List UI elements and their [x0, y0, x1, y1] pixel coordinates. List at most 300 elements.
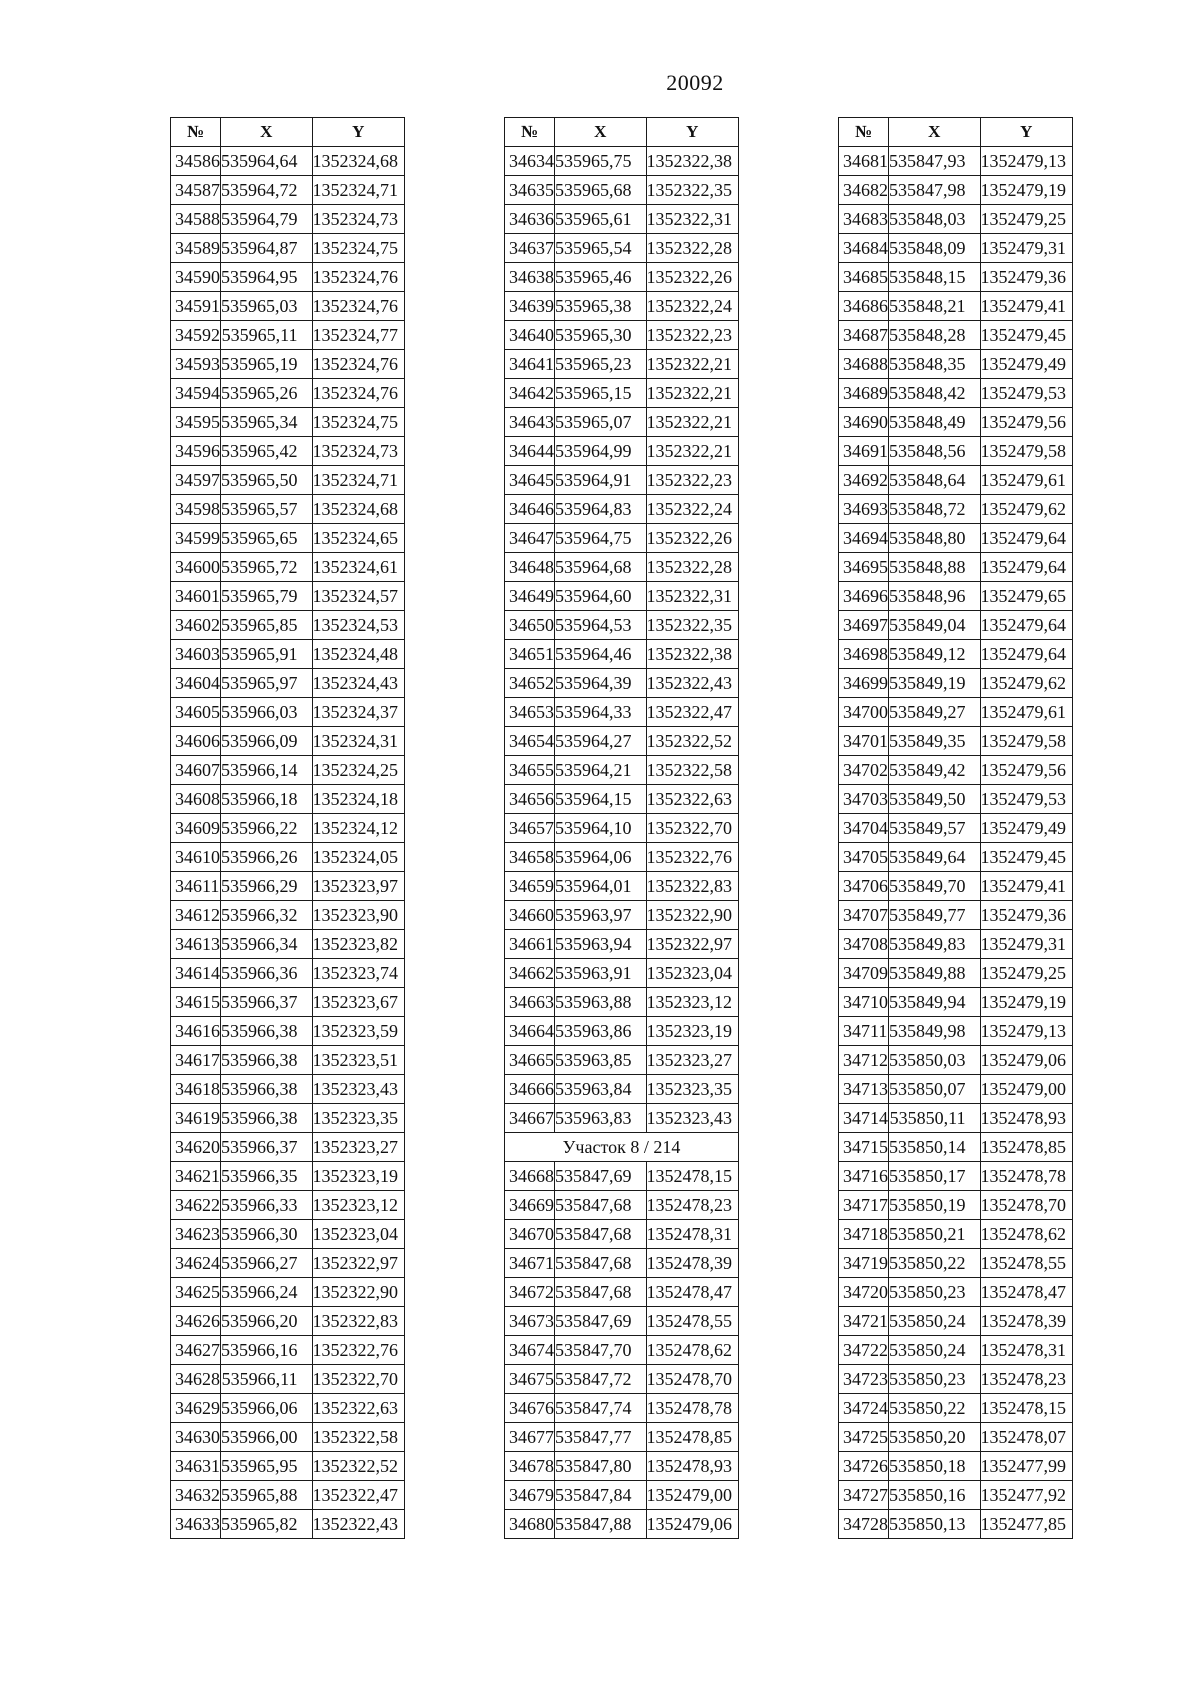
point-number: 34629: [171, 1394, 221, 1423]
x-coordinate: 535965,97: [221, 669, 313, 698]
x-coordinate: 535964,39: [555, 669, 647, 698]
point-number: 34645: [505, 466, 555, 495]
table-row: [505, 1307, 739, 1336]
x-coordinate: 535965,75: [555, 147, 647, 176]
x-coordinate: 535849,88: [889, 959, 981, 988]
table-row: [839, 408, 1073, 437]
point-number: 34726: [839, 1452, 889, 1481]
table-row: [505, 1278, 739, 1307]
point-number: 34724: [839, 1394, 889, 1423]
y-coordinate: 1352324,76: [312, 292, 405, 321]
x-coordinate: 535850,24: [889, 1307, 981, 1336]
table-row: [839, 1017, 1073, 1046]
table-row: [839, 611, 1073, 640]
table-row: [171, 872, 405, 901]
y-coordinate: 1352323,43: [312, 1075, 405, 1104]
x-coordinate: 535964,91: [555, 466, 647, 495]
table-row: [839, 1249, 1073, 1278]
y-coordinate: 1352322,63: [312, 1394, 405, 1423]
table-row: [171, 1481, 405, 1510]
table-row: [839, 872, 1073, 901]
x-coordinate: 535850,07: [889, 1075, 981, 1104]
point-number: 34701: [839, 727, 889, 756]
x-coordinate: 535965,61: [555, 205, 647, 234]
x-coordinate: 535964,79: [221, 205, 313, 234]
x-coordinate: 535850,11: [889, 1104, 981, 1133]
table-row: [505, 1423, 739, 1452]
point-number: 34675: [505, 1365, 555, 1394]
x-coordinate: 535847,98: [889, 176, 981, 205]
y-coordinate: 1352478,55: [980, 1249, 1073, 1278]
x-coordinate: 535965,82: [221, 1510, 313, 1539]
coords-table-1: [170, 117, 405, 1539]
x-coordinate: 535847,80: [555, 1452, 647, 1481]
point-number: 34603: [171, 640, 221, 669]
table-row: [505, 408, 739, 437]
x-coordinate: 535963,91: [555, 959, 647, 988]
x-coordinate: 535965,68: [555, 176, 647, 205]
x-coordinate: 535847,69: [555, 1162, 647, 1191]
point-number: 34720: [839, 1278, 889, 1307]
point-number: 34658: [505, 843, 555, 872]
coords-table-3: [838, 117, 1073, 1539]
point-number: 34613: [171, 930, 221, 959]
table-row: [171, 1191, 405, 1220]
y-coordinate: 1352479,13: [980, 147, 1073, 176]
x-coordinate: 535965,23: [555, 350, 647, 379]
table-row: [171, 1133, 405, 1162]
point-number: 34602: [171, 611, 221, 640]
y-coordinate: 1352322,28: [646, 553, 739, 582]
y-coordinate: 1352322,43: [646, 669, 739, 698]
table-row: [505, 379, 739, 408]
y-coordinate: 1352479,41: [980, 872, 1073, 901]
point-number: 34671: [505, 1249, 555, 1278]
table-row: [171, 1423, 405, 1452]
point-number: 34593: [171, 350, 221, 379]
point-number: 34664: [505, 1017, 555, 1046]
table-row: [171, 379, 405, 408]
x-coordinate: 535966,20: [221, 1307, 313, 1336]
table-row: [839, 1307, 1073, 1336]
y-coordinate: 1352479,65: [980, 582, 1073, 611]
page-number: 20092: [666, 70, 724, 95]
y-coordinate: 1352479,36: [980, 263, 1073, 292]
y-coordinate: 1352479,00: [646, 1481, 739, 1510]
y-coordinate: 1352323,67: [312, 988, 405, 1017]
y-coordinate: 1352324,05: [312, 843, 405, 872]
x-coordinate: 535965,03: [221, 292, 313, 321]
table-row: [505, 582, 739, 611]
y-coordinate: 1352479,31: [980, 234, 1073, 263]
table-row: [839, 234, 1073, 263]
y-coordinate: 1352322,76: [646, 843, 739, 872]
table-row: [839, 640, 1073, 669]
y-coordinate: 1352324,68: [312, 495, 405, 524]
y-coordinate: 1352479,64: [980, 553, 1073, 582]
x-coordinate: 535964,01: [555, 872, 647, 901]
point-number: 34687: [839, 321, 889, 350]
x-coordinate: 535964,27: [555, 727, 647, 756]
table-row: [171, 727, 405, 756]
table-row: [505, 1249, 739, 1278]
y-coordinate: 1352478,23: [646, 1191, 739, 1220]
point-number: 34668: [505, 1162, 555, 1191]
y-coordinate: 1352479,06: [980, 1046, 1073, 1075]
table-row: [839, 176, 1073, 205]
table-row: [839, 1191, 1073, 1220]
point-number: 34718: [839, 1220, 889, 1249]
table-row: [839, 785, 1073, 814]
x-coordinate: 535849,04: [889, 611, 981, 640]
y-coordinate: 1352479,58: [980, 437, 1073, 466]
point-number: 34646: [505, 495, 555, 524]
point-number: 34710: [839, 988, 889, 1017]
y-coordinate: 1352479,58: [980, 727, 1073, 756]
header-y: Y: [646, 118, 739, 147]
point-number: 34722: [839, 1336, 889, 1365]
y-coordinate: 1352324,71: [312, 466, 405, 495]
y-coordinate: 1352479,25: [980, 959, 1073, 988]
point-number: 34641: [505, 350, 555, 379]
y-coordinate: 1352478,70: [646, 1365, 739, 1394]
x-coordinate: 535964,87: [221, 234, 313, 263]
y-coordinate: 1352322,21: [646, 408, 739, 437]
y-coordinate: 1352324,43: [312, 669, 405, 698]
point-number: 34635: [505, 176, 555, 205]
point-number: 34662: [505, 959, 555, 988]
x-coordinate: 535966,30: [221, 1220, 313, 1249]
y-coordinate: 1352322,31: [646, 582, 739, 611]
point-number: 34587: [171, 176, 221, 205]
x-coordinate: 535963,88: [555, 988, 647, 1017]
y-coordinate: 1352323,90: [312, 901, 405, 930]
y-coordinate: 1352323,51: [312, 1046, 405, 1075]
y-coordinate: 1352323,04: [312, 1220, 405, 1249]
table-row: [171, 524, 405, 553]
y-coordinate: 1352478,78: [980, 1162, 1073, 1191]
y-coordinate: 1352322,90: [312, 1278, 405, 1307]
y-coordinate: 1352479,25: [980, 205, 1073, 234]
table-row: [171, 321, 405, 350]
point-number: 34695: [839, 553, 889, 582]
table-row: [505, 930, 739, 959]
table-row: [171, 930, 405, 959]
point-number: 34637: [505, 234, 555, 263]
point-number: 34681: [839, 147, 889, 176]
point-number: 34682: [839, 176, 889, 205]
section-title: Участок 8 / 214: [505, 1133, 739, 1162]
y-coordinate: 1352324,71: [312, 176, 405, 205]
x-coordinate: 535849,70: [889, 872, 981, 901]
table-row: [839, 263, 1073, 292]
x-coordinate: 535964,60: [555, 582, 647, 611]
table-row: [171, 553, 405, 582]
point-number: 34622: [171, 1191, 221, 1220]
point-number: 34656: [505, 785, 555, 814]
x-coordinate: 535965,34: [221, 408, 313, 437]
x-coordinate: 535964,68: [555, 553, 647, 582]
x-coordinate: 535850,17: [889, 1162, 981, 1191]
point-number: 34697: [839, 611, 889, 640]
y-coordinate: 1352478,31: [646, 1220, 739, 1249]
y-coordinate: 1352323,12: [312, 1191, 405, 1220]
point-number: 34619: [171, 1104, 221, 1133]
y-coordinate: 1352478,39: [980, 1307, 1073, 1336]
point-number: 34639: [505, 292, 555, 321]
y-coordinate: 1352323,35: [312, 1104, 405, 1133]
x-coordinate: 535964,99: [555, 437, 647, 466]
point-number: 34604: [171, 669, 221, 698]
x-coordinate: 535966,11: [221, 1365, 313, 1394]
x-coordinate: 535850,20: [889, 1423, 981, 1452]
y-coordinate: 1352478,39: [646, 1249, 739, 1278]
point-number: 34703: [839, 785, 889, 814]
y-coordinate: 1352479,06: [646, 1510, 739, 1539]
coords-table-2: [504, 117, 739, 1539]
table-row: [505, 640, 739, 669]
point-number: 34592: [171, 321, 221, 350]
point-number: 34634: [505, 147, 555, 176]
table-row: [505, 205, 739, 234]
y-coordinate: 1352322,52: [312, 1452, 405, 1481]
x-coordinate: 535850,19: [889, 1191, 981, 1220]
x-coordinate: 535965,54: [555, 234, 647, 263]
x-coordinate: 535848,09: [889, 234, 981, 263]
x-coordinate: 535966,38: [221, 1104, 313, 1133]
y-coordinate: 1352322,21: [646, 437, 739, 466]
table-row: [505, 524, 739, 553]
table-row: [505, 1510, 739, 1539]
x-coordinate: 535966,37: [221, 988, 313, 1017]
x-coordinate: 535850,23: [889, 1365, 981, 1394]
y-coordinate: 1352479,64: [980, 524, 1073, 553]
table-row: [171, 1336, 405, 1365]
y-coordinate: 1352323,43: [646, 1104, 739, 1133]
x-coordinate: 535966,35: [221, 1162, 313, 1191]
x-coordinate: 535850,03: [889, 1046, 981, 1075]
point-number: 34707: [839, 901, 889, 930]
table-row: [505, 1075, 739, 1104]
table-row: [505, 147, 739, 176]
header-no: №: [505, 118, 555, 147]
point-number: 34708: [839, 930, 889, 959]
y-coordinate: 1352323,97: [312, 872, 405, 901]
y-coordinate: 1352479,19: [980, 988, 1073, 1017]
table-row: [839, 901, 1073, 930]
point-number: 34609: [171, 814, 221, 843]
y-coordinate: 1352478,47: [980, 1278, 1073, 1307]
y-coordinate: 1352479,49: [980, 814, 1073, 843]
x-coordinate: 535964,46: [555, 640, 647, 669]
y-coordinate: 1352479,45: [980, 843, 1073, 872]
point-number: 34636: [505, 205, 555, 234]
point-number: 34594: [171, 379, 221, 408]
table-row: [171, 843, 405, 872]
table-row: [505, 321, 739, 350]
x-coordinate: 535849,94: [889, 988, 981, 1017]
point-number: 34725: [839, 1423, 889, 1452]
table-row: [839, 147, 1073, 176]
point-number: 34677: [505, 1423, 555, 1452]
x-coordinate: 535847,84: [555, 1481, 647, 1510]
y-coordinate: 1352322,43: [312, 1510, 405, 1539]
point-number: 34712: [839, 1046, 889, 1075]
x-coordinate: 535848,15: [889, 263, 981, 292]
point-number: 34653: [505, 698, 555, 727]
y-coordinate: 1352322,24: [646, 292, 739, 321]
point-number: 34611: [171, 872, 221, 901]
x-coordinate: 535850,22: [889, 1394, 981, 1423]
x-coordinate: 535964,64: [221, 147, 313, 176]
y-coordinate: 1352322,83: [312, 1307, 405, 1336]
table-row: [839, 727, 1073, 756]
table-row: [171, 466, 405, 495]
point-number: 34616: [171, 1017, 221, 1046]
y-coordinate: 1352322,90: [646, 901, 739, 930]
x-coordinate: 535963,84: [555, 1075, 647, 1104]
x-coordinate: 535964,06: [555, 843, 647, 872]
table-row: [839, 466, 1073, 495]
header-row: [839, 118, 1073, 147]
y-coordinate: 1352322,21: [646, 379, 739, 408]
point-number: 34684: [839, 234, 889, 263]
x-coordinate: 535964,75: [555, 524, 647, 553]
y-coordinate: 1352322,26: [646, 524, 739, 553]
x-coordinate: 535850,14: [889, 1133, 981, 1162]
x-coordinate: 535848,21: [889, 292, 981, 321]
point-number: 34680: [505, 1510, 555, 1539]
y-coordinate: 1352479,45: [980, 321, 1073, 350]
table-row: [839, 930, 1073, 959]
y-coordinate: 1352324,53: [312, 611, 405, 640]
point-number: 34647: [505, 524, 555, 553]
x-coordinate: 535965,50: [221, 466, 313, 495]
table-row: [839, 292, 1073, 321]
table-row: [171, 814, 405, 843]
table-row: [839, 756, 1073, 785]
table-row: [171, 234, 405, 263]
y-coordinate: 1352478,70: [980, 1191, 1073, 1220]
table-row: [505, 756, 739, 785]
y-coordinate: 1352324,12: [312, 814, 405, 843]
table-row: [839, 1104, 1073, 1133]
y-coordinate: 1352322,23: [646, 321, 739, 350]
point-number: 34614: [171, 959, 221, 988]
y-coordinate: 1352478,93: [980, 1104, 1073, 1133]
x-coordinate: 535964,53: [555, 611, 647, 640]
point-number: 34624: [171, 1249, 221, 1278]
table-row: [171, 959, 405, 988]
y-coordinate: 1352324,31: [312, 727, 405, 756]
table-row: [839, 843, 1073, 872]
table-row: [839, 321, 1073, 350]
table-row: [505, 727, 739, 756]
x-coordinate: 535965,11: [221, 321, 313, 350]
y-coordinate: 1352479,61: [980, 698, 1073, 727]
point-number: 34655: [505, 756, 555, 785]
y-coordinate: 1352322,47: [646, 698, 739, 727]
table-row: [839, 1481, 1073, 1510]
table-row: [171, 263, 405, 292]
point-number: 34723: [839, 1365, 889, 1394]
y-coordinate: 1352478,85: [646, 1423, 739, 1452]
point-number: 34644: [505, 437, 555, 466]
table-row: [505, 1104, 739, 1133]
y-coordinate: 1352322,23: [646, 466, 739, 495]
y-coordinate: 1352479,19: [980, 176, 1073, 205]
table-row: [839, 1220, 1073, 1249]
x-coordinate: 535847,69: [555, 1307, 647, 1336]
point-number: 34702: [839, 756, 889, 785]
point-number: 34589: [171, 234, 221, 263]
point-number: 34661: [505, 930, 555, 959]
y-coordinate: 1352479,62: [980, 669, 1073, 698]
x-coordinate: 535965,42: [221, 437, 313, 466]
table-row: [505, 959, 739, 988]
x-coordinate: 535963,86: [555, 1017, 647, 1046]
y-coordinate: 1352324,18: [312, 785, 405, 814]
x-coordinate: 535963,83: [555, 1104, 647, 1133]
point-number: 34715: [839, 1133, 889, 1162]
x-coordinate: 535963,97: [555, 901, 647, 930]
point-number: 34704: [839, 814, 889, 843]
point-number: 34612: [171, 901, 221, 930]
point-number: 34676: [505, 1394, 555, 1423]
point-number: 34691: [839, 437, 889, 466]
y-coordinate: 1352322,58: [312, 1423, 405, 1452]
x-coordinate: 535966,29: [221, 872, 313, 901]
x-coordinate: 535965,88: [221, 1481, 313, 1510]
x-coordinate: 535848,96: [889, 582, 981, 611]
y-coordinate: 1352322,28: [646, 234, 739, 263]
y-coordinate: 1352322,58: [646, 756, 739, 785]
y-coordinate: 1352322,83: [646, 872, 739, 901]
y-coordinate: 1352322,31: [646, 205, 739, 234]
y-coordinate: 1352324,65: [312, 524, 405, 553]
header-no: №: [171, 118, 221, 147]
table-row: [171, 205, 405, 234]
x-coordinate: 535850,22: [889, 1249, 981, 1278]
table-row: [171, 147, 405, 176]
x-coordinate: 535848,88: [889, 553, 981, 582]
x-coordinate: 535966,33: [221, 1191, 313, 1220]
x-coordinate: 535966,38: [221, 1046, 313, 1075]
header-row: [171, 118, 405, 147]
x-coordinate: 535966,38: [221, 1017, 313, 1046]
table-row: [839, 582, 1073, 611]
y-coordinate: 1352323,35: [646, 1075, 739, 1104]
y-coordinate: 1352322,52: [646, 727, 739, 756]
point-number: 34721: [839, 1307, 889, 1336]
x-coordinate: 535966,00: [221, 1423, 313, 1452]
x-coordinate: 535850,24: [889, 1336, 981, 1365]
table-row: [171, 292, 405, 321]
x-coordinate: 535850,23: [889, 1278, 981, 1307]
table-row: [839, 1336, 1073, 1365]
x-coordinate: 535847,74: [555, 1394, 647, 1423]
x-coordinate: 535848,80: [889, 524, 981, 553]
x-coordinate: 535964,21: [555, 756, 647, 785]
y-coordinate: 1352478,85: [980, 1133, 1073, 1162]
y-coordinate: 1352479,56: [980, 756, 1073, 785]
table-row: [171, 1307, 405, 1336]
point-number: 34719: [839, 1249, 889, 1278]
table-row: [839, 1278, 1073, 1307]
x-coordinate: 535966,27: [221, 1249, 313, 1278]
x-coordinate: 535850,16: [889, 1481, 981, 1510]
point-number: 34595: [171, 408, 221, 437]
